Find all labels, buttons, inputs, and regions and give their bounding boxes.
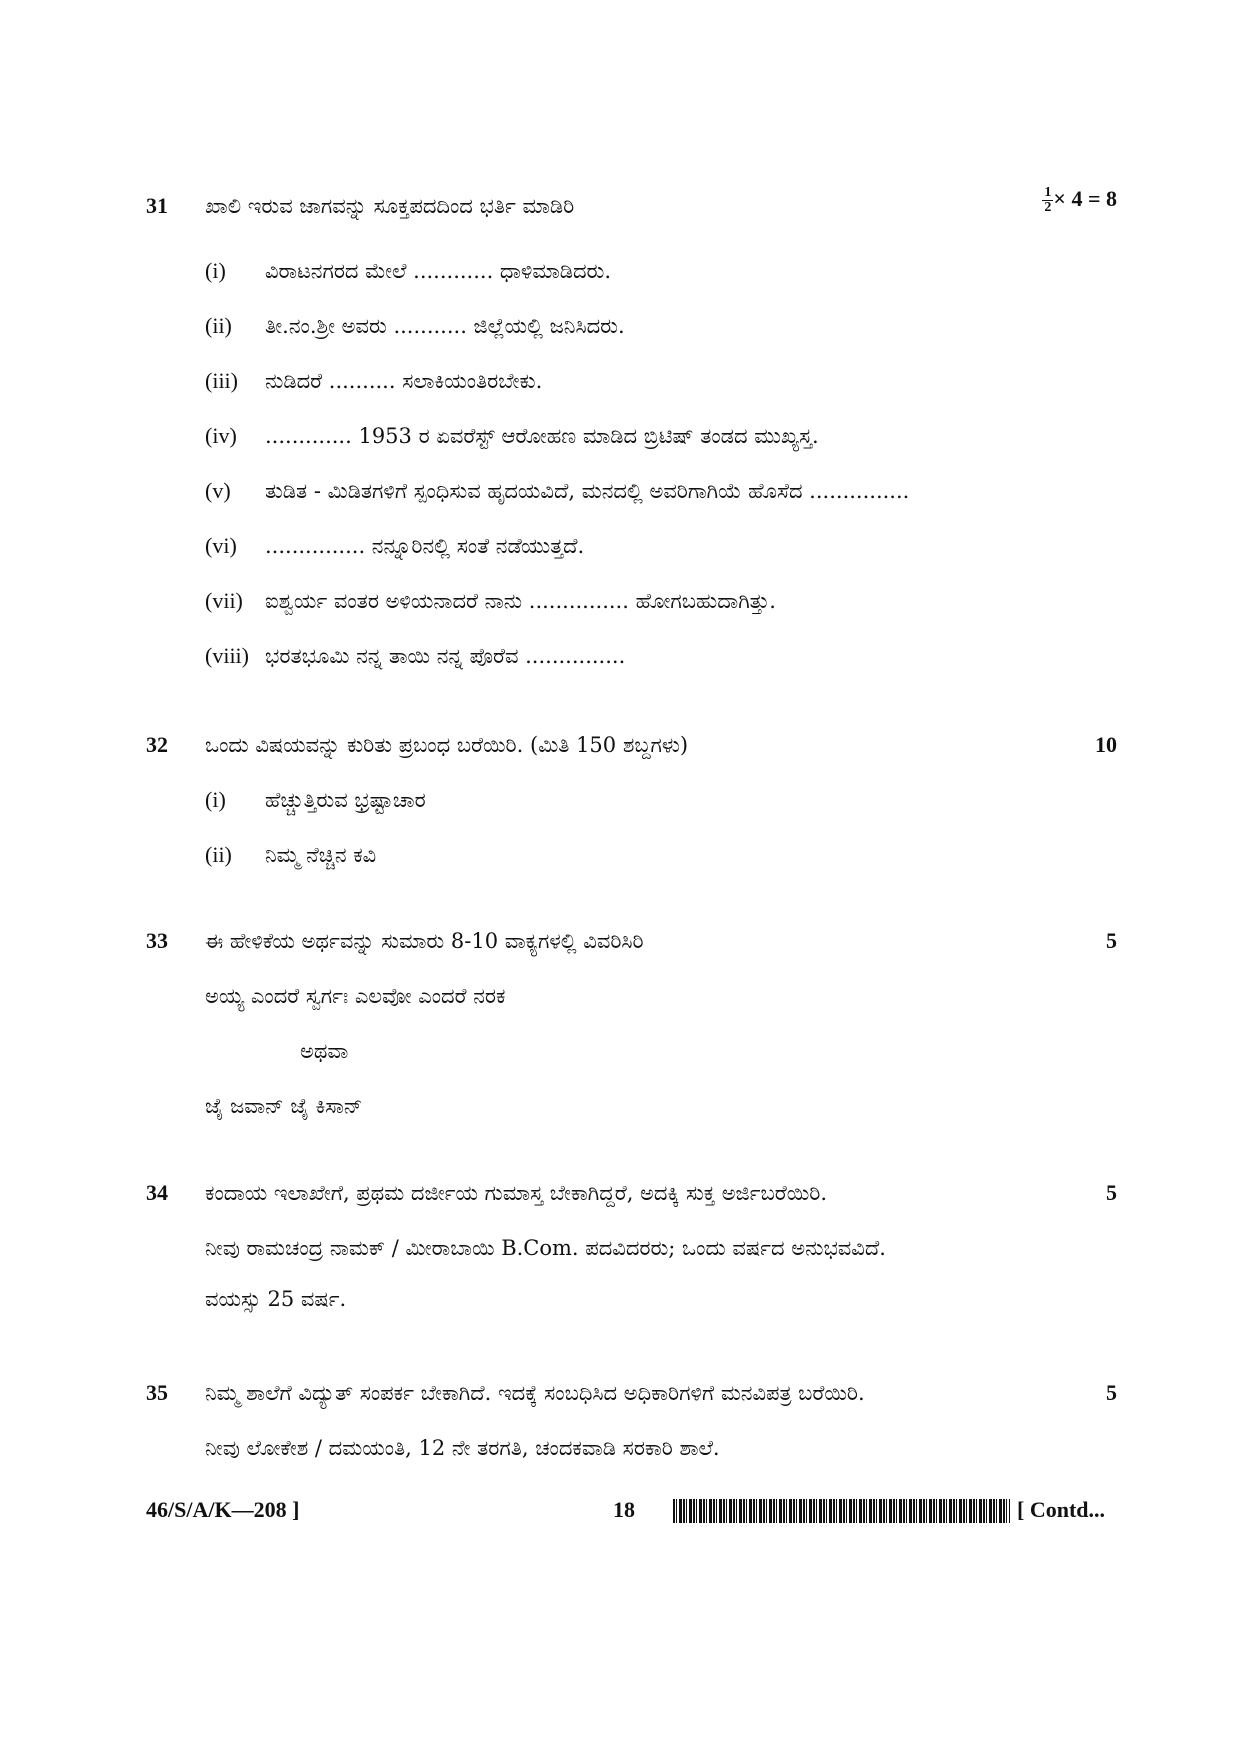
item-text: ನುಡಿದರೆ .......... ಸಲಾಕಿಯಂತಿರಬೇಕು. [265,369,543,393]
barcode-image [673,1499,1010,1523]
or-separator: ಅಥವಾ [300,1039,349,1063]
continued-label: [ Contd... [1017,1497,1106,1522]
paper-code: 46/S/A/K—208 ] [146,1497,300,1522]
question-marks: 5 [1106,1180,1117,1205]
item-numeral: (vi) [205,533,237,558]
question-text: ಈ ಹೇಳಿಕೆಯ ಅರ್ಥವನ್ನು ಸುಮಾರು 8-10 ವಾಕ್ಯಗಳಲ್ಲಿ ವಿವರಿಸಿರಿ [205,929,644,953]
list-item [205,368,542,394]
item-numeral: (vii) [205,588,243,613]
item-text: ............... ನನ್ನೂರಿನಲ್ಲಿ ಸಂತೆ ನಡೆಯುತ್ತದೆ. [265,534,585,558]
list-item [205,787,426,813]
item-numeral: (viii) [205,643,249,668]
list-item [205,313,625,339]
item-numeral: (v) [205,478,231,503]
item-text: ತುಡಿತ - ಮಿಡಿತಗಳಿಗೆ ಸ್ಪಂಧಿಸುವ ಹೃದಯವಿದೆ, ಮನದಲ್ಲಿ ಅವರಿಗಾಗಿಯೆ ಹೊಸೆದ ............... [265,479,910,503]
item-text: ನಿಮ್ಮ ನೆಚ್ಚಿನ ಕವಿ [265,843,377,867]
item-numeral: (ii) [205,842,232,867]
question-marks [1042,186,1117,215]
detail-line: ನೀವು ಲೋಕೇಶ / ದಮಯಂತಿ, 12 ನೇ ತರಗತಿ, ಚಂದಕವಾಡಿ ಸರಕಾರಿ ಶಾಲೆ. [205,1436,720,1460]
list-item [205,478,909,504]
fraction-denominator: 2 [1044,200,1052,216]
question-marks: 10 [1095,732,1117,757]
item-text: ವಿರಾಟನಗರದ ಮೇಲೆ ............ ಧಾಳಿಮಾಡಿದರು. [265,259,611,283]
item-text: ............. 1953 ರ ಏವರೆಸ್ಟ್ ಆರೋಹಣ ಮಾಡಿದ ಬ್ರಿಟಿಷ್ ತಂಡದ ಮುಖ್ಯಸ್ತ. [265,424,819,448]
question-text: ಕಂದಾಯ ಇಲಾಖೇಗೆ, ಪ್ರಥಮ ದರ್ಜೀಯ ಗುಮಾಸ್ತ ಬೇಕಾಗಿದ್ದರೆ, ಅದಕ್ಕಿ ಸುಕ್ತ ಅರ್ಜಿಬರೆಯಿರಿ. [205,1181,828,1205]
question-number: 33 [146,928,168,953]
list-item [205,533,584,559]
question-marks: 5 [1106,1380,1117,1405]
detail-line: ವಯಸ್ಸು 25 ವರ್ಷ. [205,1287,347,1311]
page-number: 18 [613,1497,635,1522]
detail-line: ನೀವು ರಾಮಚಂದ್ರ ನಾಮಕ್ / ಮೀರಾಬಾಯಿ B.Com. ಪದವಿದರರು; ಒಂದು ವರ್ಷದ ಅನುಭವವಿದೆ. [205,1236,886,1260]
question-number: 32 [146,732,168,757]
marks-multiplier: × 4 = 8 [1053,186,1117,211]
question-number: 34 [146,1180,168,1205]
list-item [205,643,625,669]
question-marks: 5 [1106,928,1117,953]
item-numeral: (i) [205,787,226,812]
item-numeral: (iv) [205,423,237,448]
list-item [205,423,819,449]
question-text: ನಿಮ್ಮ ಶಾಲೆಗೆ ವಿದ್ಯುತ್ ಸಂಪರ್ಕ ಬೇಕಾಗಿದೆ. ಇದಕ್ಕೆ ಸಂಬಧಿಸಿದ ಅಧಿಕಾರಿಗಳಿಗೆ ಮನವಿಪತ್ರ ಬರೆಯಿರಿ. [205,1381,865,1405]
item-text: ಐಶ್ವರ್ಯ ವಂತರ ಅಳಿಯನಾದರೆ ನಾನು ............... ಹೋಗಬಹುದಾಗಿತ್ತು. [265,589,776,613]
item-numeral: (iii) [205,368,238,393]
question-number: 35 [146,1380,168,1405]
statement-line: ಅಯ್ಯ ಎಂದರೆ ಸ್ವರ್ಗಃ ಎಲವೋ ಎಂದರೆ ನರಕ [205,984,506,1008]
question-text: ಒಂದು ವಿಷಯವನ್ನು ಕುರಿತು ಪ್ರಬಂಧ ಬರೆಯಿರಿ. (ಮಿತಿ 150 ಶಬ್ದಗಳು) [205,733,689,757]
question-number: 31 [146,193,168,218]
list-item [205,258,611,284]
item-numeral: (ii) [205,313,232,338]
fraction-numerator: 1 [1044,185,1052,201]
marks-fraction [1042,186,1053,215]
item-text: ಭರತಭೂಮಿ ನನ್ನ ತಾಯಿ ನನ್ನ ಪೊರೆವ ............... [265,644,626,668]
item-text: ತೀ.ನಂ.ಶ್ರೀ ಅವರು ........... ಜಿಲ್ಲೆಯಲ್ಲಿ ಜನಿಸಿದರು. [265,314,625,338]
item-numeral: (i) [205,258,226,283]
question-text: ಖಾಲಿ ಇರುವ ಜಾಗವನ್ನು ಸೂಕ್ತಪದದಿಂದ ಭರ್ತಿ ಮಾಡಿರಿ [205,194,575,218]
statement-line: ಜೈ ಜವಾನ್ ಜೈ ಕಿಸಾನ್ [205,1094,363,1118]
item-text: ಹೆಚ್ಚುತ್ತಿರುವ ಭ್ರಷ್ಟಾಚಾರ [265,788,426,812]
list-item [205,588,776,614]
list-item [205,842,376,868]
